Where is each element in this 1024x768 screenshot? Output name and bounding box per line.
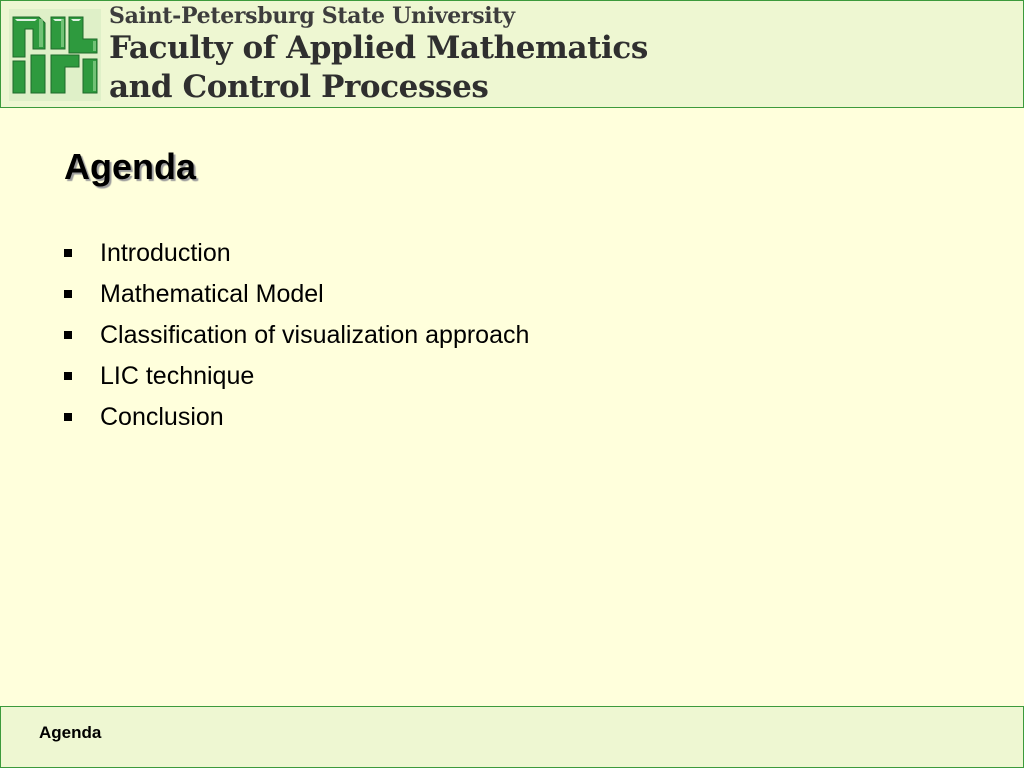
header-text — [109, 3, 648, 107]
agenda-item-lic-technique — [60, 356, 529, 397]
agenda-list — [60, 233, 529, 438]
agenda-item-mathematical-model — [60, 274, 529, 315]
agenda-item-label: Conclusion — [100, 403, 224, 431]
agenda-item-introduction — [60, 233, 529, 274]
footer-label: Agenda — [39, 723, 102, 742]
square-bullet-icon — [64, 331, 72, 339]
agenda-item-classification — [60, 315, 529, 356]
footer-bar — [0, 706, 1024, 768]
square-bullet-icon — [64, 249, 72, 257]
faculty-logo-icon — [9, 9, 101, 101]
square-bullet-icon — [64, 290, 72, 298]
header-banner — [0, 0, 1024, 108]
faculty-name-line2: and Control Processes — [109, 69, 489, 105]
faculty-name-line1: Faculty of Applied Mathematics — [109, 30, 648, 66]
agenda-item-label: LIC technique — [100, 362, 255, 390]
agenda-item-label: Classification of visualization approach — [100, 321, 530, 349]
agenda-item-conclusion — [60, 397, 529, 438]
agenda-item-label: Mathematical Model — [100, 280, 324, 308]
agenda-item-label: Introduction — [100, 239, 231, 267]
university-name: Saint-Petersburg State University — [109, 3, 515, 29]
slide-title: Agenda — [64, 146, 197, 187]
square-bullet-icon — [64, 413, 72, 421]
square-bullet-icon — [64, 372, 72, 380]
